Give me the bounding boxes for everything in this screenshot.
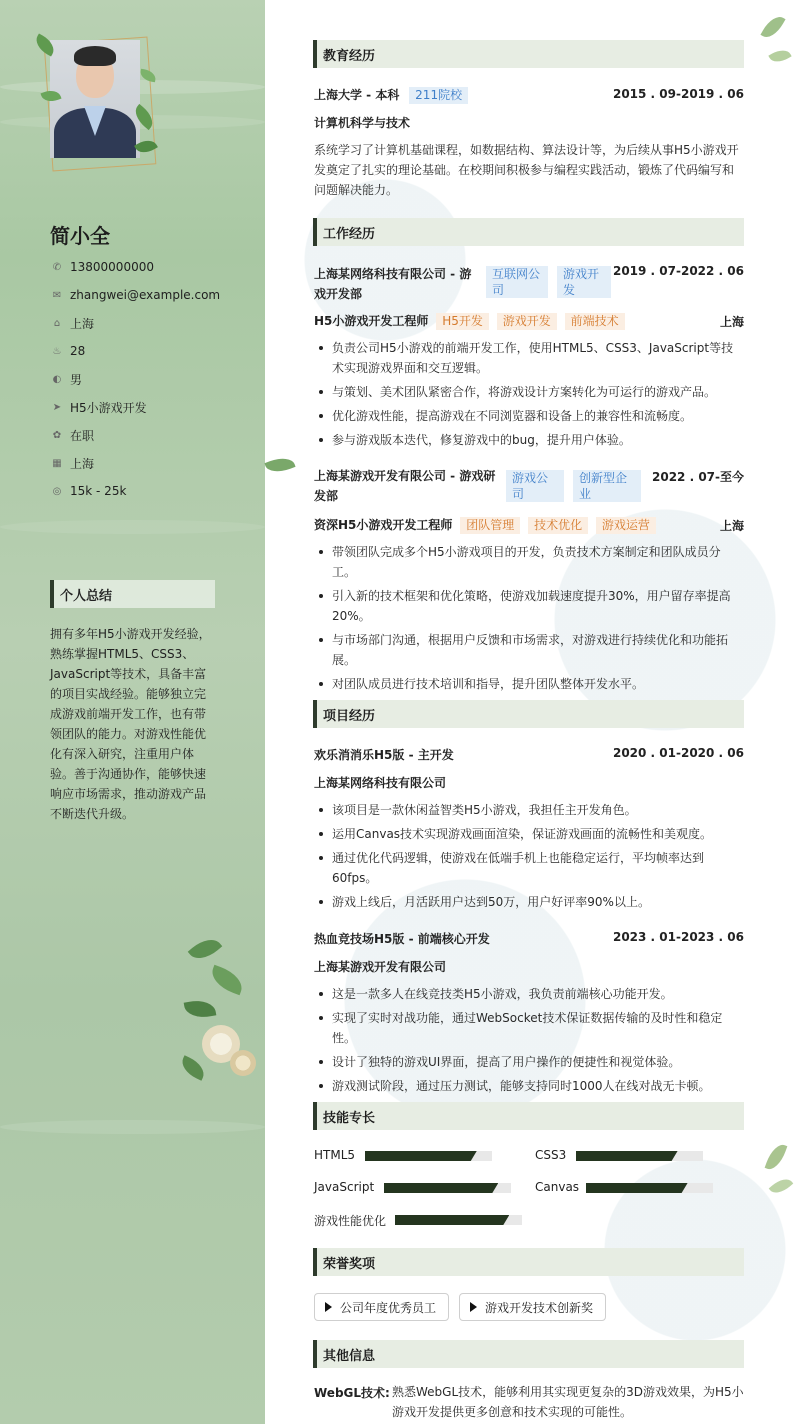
project-company: 上海某游戏开发有限公司 [314,960,447,974]
job-date: 2019 . 07-2022 . 06 [612,264,744,278]
skill-tag: 游戏开发 [497,313,557,330]
skill-name: CSS3 [535,1148,567,1162]
company-tag: 互联网公司 [486,266,548,298]
skill-name: HTML5 [314,1148,356,1162]
project-date: 2023 . 01-2023 . 06 [612,930,744,944]
skill-bar [365,1151,492,1161]
target-icon: ➤ [52,401,62,413]
skill-tag: H5开发 [436,313,489,330]
project-date: 2020 . 01-2020 . 06 [612,746,744,760]
job-role: H5小游戏开发工程师 [314,314,429,328]
school-tag: 211院校 [409,87,468,104]
play-icon [470,1302,477,1312]
job-role-row [314,312,744,330]
play-icon [325,1302,332,1312]
company-tag: 创新型企业 [573,470,641,502]
contact-value: 上海 [70,456,95,471]
list-item: 设计了独特的游戏UI界面，提高了用户操作的便捷性和视觉体验。 [314,1052,744,1072]
skill-bar [586,1183,713,1193]
company-tag: 游戏公司 [506,470,564,502]
profile-photo [50,40,140,158]
contact-item [50,454,250,472]
list-item: 优化游戏性能，提高游戏在不同浏览器和设备上的兼容性和流畅度。 [314,406,744,426]
other-text: 熟悉WebGL技术，能够利用其实现更复杂的3D游戏效果，为H5小游戏开发提供更多创意和技术实现的可能性。 [392,1385,744,1419]
status-icon: ✿ [52,429,62,441]
project-name: 热血竞技场H5版 - 前端核心开发 [314,932,490,946]
job-city: 上海 [719,519,744,533]
job-company: 上海某游戏开发有限公司 - 游戏研发部 [314,469,496,503]
project-details [314,800,744,916]
list-item: 实现了实时对战功能，通过WebSocket技术保证数据传输的及时性和稳定性。 [314,1008,744,1048]
education-date: 2015 . 09-2019 . 06 [612,87,744,101]
home-icon: ⌂ [53,317,61,329]
project-company: 上海某网络科技有限公司 [314,776,447,790]
avatar [40,30,160,170]
salary-icon: ◎ [52,485,62,497]
job-role: 资深H5小游戏开发工程师 [314,518,453,532]
age-icon: ♨ [52,345,62,357]
list-item: 运用Canvas技术实现游戏画面渲染，保证游戏画面的流畅性和美观度。 [314,824,744,844]
skill-bar-fill [586,1183,688,1193]
summary-text: 拥有多年H5小游戏开发经验，熟练掌握HTML5、CSS3、JavaScript等技术，具备丰富的项目实战经验。能够独立完成游戏前端开发工作，也有带领团队的能力。对游戏性能优化有深入研究，注重用户体验。善于沟通协作，能够快速响应市场需求，推动游戏产品不断迭代升级。 [50,627,211,821]
contact-item [50,286,250,304]
list-item: 负责公司H5小游戏的前端开发工作，使用HTML5、CSS3、JavaScript等技术实现游戏界面和交互逻辑。 [314,338,744,378]
project-details [314,984,744,1100]
texture-stripe [0,520,265,534]
contact-value: 13800000000 [70,260,154,274]
list-item: 这是一款多人在线竞技类H5小游戏，我负责前端核心功能开发。 [314,984,744,1004]
contact-value: H5小游戏开发 [70,400,147,415]
mail-icon: ✉ [52,289,62,301]
list-item: 该项目是一款休闲益智类H5小游戏，我担任主开发角色。 [314,800,744,820]
skill-bar [576,1151,703,1161]
contact-item [50,314,250,332]
list-item: 参与游戏版本迭代，修复游戏中的bug，提升用户体验。 [314,430,744,450]
other-label: WebGL技术: [314,1386,390,1400]
job-duties [314,542,744,698]
skill-tag: 前端技术 [565,313,625,330]
list-item: 与策划、美术团队紧密合作，将游戏设计方案转化为可运行的游戏产品。 [314,382,744,402]
job-date: 2022 . 07-至今 [652,470,744,484]
list-item: 与市场部门沟通，根据用户反馈和市场需求，对游戏进行持续优化和功能拓展。 [314,630,744,670]
skill-bar-fill [384,1183,498,1193]
contact-value: 上海 [70,316,95,331]
job-role-row [314,516,744,534]
skill-tag: 游戏运营 [596,517,656,534]
section-title-education: 教育经历 [313,40,744,68]
section-title-other: 其他信息 [313,1340,744,1368]
contact-item [50,370,250,388]
award-label: 公司年度优秀员工 [340,1300,437,1315]
phone-icon: ✆ [52,261,62,273]
contact-value: 在职 [70,428,95,443]
section-title-summary: 个人总结 [50,580,215,608]
education-description: 系统学习了计算机基础课程，如数据结构、算法设计等，为后续从事H5小游戏开发奠定了扎实的理论基础。在校期间积极参与编程实践活动，锻炼了代码编写和问题解决能力。 [314,143,739,197]
award-item [314,1293,449,1321]
skill-bar-fill [395,1215,509,1225]
skill-bar [384,1183,511,1193]
contact-value: 15k - 25k [70,484,127,498]
job-city: 上海 [719,315,744,329]
contact-value: 男 [70,372,83,387]
skill-bar-fill [576,1151,678,1161]
floral-decoration [180,930,265,1090]
skill-name: JavaScript [314,1180,375,1194]
skill-bar-fill [365,1151,477,1161]
award-label: 游戏开发技术创新奖 [485,1300,594,1315]
award-item [459,1293,606,1321]
list-item: 带领团队完成多个H5小游戏项目的开发，负责技术方案制定和团队成员分工。 [314,542,744,582]
project-name: 欢乐消消乐H5版 - 主开发 [314,748,454,762]
list-item: 游戏上线后，月活跃用户达到50万，用户好评率90%以上。 [314,892,744,912]
list-item: 对团队成员进行技术培训和指导，提升团队整体开发水平。 [314,674,744,694]
contact-item [50,426,250,444]
candidate-name: 简小全 [50,224,110,248]
section-title-skills: 技能专长 [313,1102,744,1130]
skill-tag: 技术优化 [528,517,588,534]
contact-item [50,482,250,500]
section-title-work: 工作经历 [313,218,744,246]
skill-name: 游戏性能优化 [314,1214,387,1228]
contact-item [50,342,250,360]
contact-value: zhangwei@example.com [70,288,221,302]
skill-name: Canvas [535,1180,580,1194]
list-item: 通过优化代码逻辑，使游戏在低端手机上也能稳定运行，平均帧率达到60fps。 [314,848,744,888]
skill-tag: 团队管理 [460,517,520,534]
section-title-projects: 项目经历 [313,700,744,728]
section-title-awards: 荣誉奖项 [313,1248,744,1276]
texture-stripe [0,1120,265,1134]
gender-icon: ◐ [52,373,62,385]
skill-bar [395,1215,522,1225]
building-icon: ▦ [52,457,62,469]
school-name: 上海大学 - 本科 [314,88,400,102]
education-major: 计算机科学与技术 [314,116,411,130]
job-duties [314,338,744,454]
contact-item [50,258,250,276]
company-tag: 游戏开发 [557,266,611,298]
contact-item [50,398,250,416]
contact-value: 28 [70,344,86,358]
job-company: 上海某网络科技有限公司 - 游戏开发部 [314,267,472,301]
list-item: 游戏测试阶段，通过压力测试，能够支持同时1000人在线对战无卡顿。 [314,1076,744,1096]
list-item: 引入新的技术框架和优化策略，使游戏加载速度提升30%，用户留存率提高20%。 [314,586,744,626]
